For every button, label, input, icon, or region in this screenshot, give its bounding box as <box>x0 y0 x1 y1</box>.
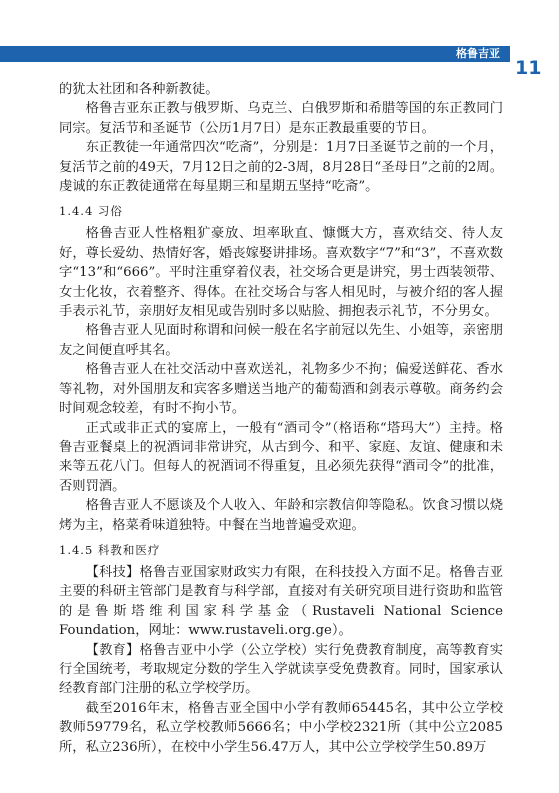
paragraph-gifts: 格鲁吉亚人在社交活动中喜欢送礼，礼物多少不拘；偏爱送鲜花、香水等礼物，对外国朋友和宾客多赠送当地产的葡萄酒和剑表示尊敬。商务约会时间观念较差，有时不拘小节。 <box>59 362 503 417</box>
paragraph-fasting: 东正教徒一年通常四次“吃斋”，分别是：1月7日圣诞节之前的一个月，复活节之前的49天，7月12日之前的2-3周，8月28日“圣母日”之前的2周。虔诚的东正教徒通常在每星期三和星期五坚持“吃斋”。 <box>59 140 503 195</box>
paragraph-orthodox-church: 格鲁吉亚东正教与俄罗斯、乌克兰、白俄罗斯和希腊等国的东正教同门同宗。复活节和圣诞节（公历1月7日）是东正教最重要的节日。 <box>59 101 503 136</box>
paragraph-banquet: 正式或非正式的宴席上，一般有“酒司令”（格语称“塔玛大”）主持。格鲁吉亚餐桌上的祝酒词非常讲究，从古到今、和平、家庭、友谊、健康和未来等五花八门。但每人的祝酒词不得重复，且必须先获得“酒司令”的批准，否则罚酒。 <box>59 420 503 494</box>
paragraph-character: 格鲁吉亚人性格粗犷豪放、坦率耿直、慷慨大方，喜欢结交、待人友好，尊长爱幼、热情好客，婚丧嫁娶讲排场。喜欢数字“7”和“3”，不喜欢数字“13”和“666”。平时注重穿着仪表，社交场合更是讲究，男士西装领带、女士化妆，衣着整齐、得体。在社交场合与客人相见时，与被介绍的客人握手表示礼节，亲朋好友相见或告别时多以贴脸、拥抱表示礼节，不分男女。 <box>59 226 503 320</box>
paragraph-education: 【教育】格鲁吉亚中小学（公立学校）实行免费教育制度，高等教育实行全国统考，考取规定分数的学生入学就读享受免费教育。同时，国家承认经教育部门注册的私立学校学历。 <box>59 642 503 697</box>
page-number: 11 <box>515 57 542 79</box>
running-header-title: 格鲁吉亚 <box>456 47 500 60</box>
paragraph-science: 【科技】格鲁吉亚国家财政实力有限，在科技投入方面不足。格鲁吉亚主要的科研主管部门是教育与科学部，直接对有关研究项目进行资助和监管的是鲁斯塔维利国家科学基金（Rustaveli National Science Foundation，网址：www.rustaveli.org.ge）。 <box>59 564 503 639</box>
paragraph-privacy: 格鲁吉亚人不愿谈及个人收入、年龄和宗教信仰等隐私。饮食习惯以烧烤为主，格菜肴味道独特。中餐在当地普遍受欢迎。 <box>59 498 503 533</box>
paragraph-continued: 的犹太社团和各种新教徒。 <box>59 82 219 97</box>
page-body <box>59 80 503 757</box>
section-heading-customs: 1.4.4 习俗 <box>59 204 123 219</box>
paragraph-statistics: 截至2016年末，格鲁吉亚全国中小学有教师65445名，其中公立学校教师59779名，私立学校教师5666名；中小学校2321所（其中公立2085所，私立236所），在校中小学生56.47万人，其中公立学校学生50.89万 <box>59 700 503 755</box>
section-heading-science-education: 1.4.5 科教和医疗 <box>59 542 161 557</box>
paragraph-greetings: 格鲁吉亚人见面时称谓和问候一般在名字前冠以先生、小姐等，亲密朋友之间便直呼其名。 <box>59 323 503 358</box>
header-band <box>0 46 510 62</box>
